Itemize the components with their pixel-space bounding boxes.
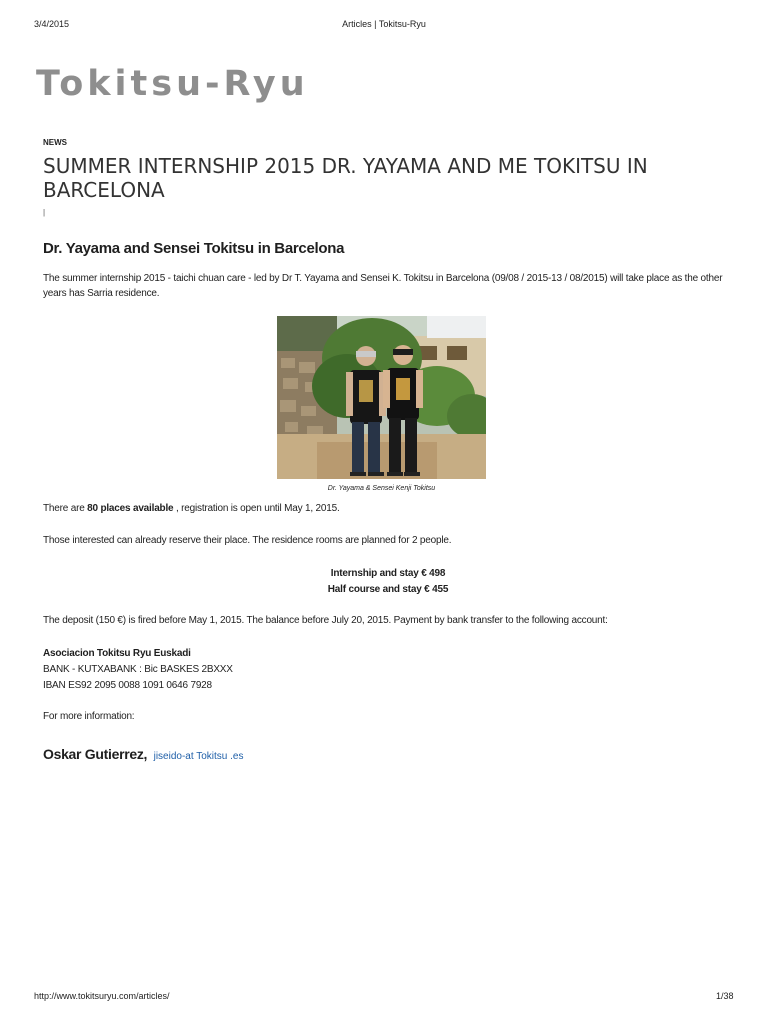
article-title[interactable]: SUMMER INTERNSHIP 2015 DR. YAYAMA AND ME TOKITSU IN BARCELONA <box>43 154 648 202</box>
print-document-title: Articles | Tokitsu-Ryu <box>342 19 426 29</box>
print-page-number: 1/38 <box>716 991 734 1001</box>
price-list <box>43 566 733 598</box>
intro-paragraph: The summer internship 2015 - taichi chuan care - led by Dr T. Yayama and Sensei K. Tokitsu in Barcelona (09/08 / 2015-13 / 08/2015) will take place as the other years has Sarria residence. <box>43 273 723 299</box>
bank-account-block <box>43 646 233 694</box>
section-heading: Dr. Yayama and Sensei Tokitsu in Barcelona <box>43 240 345 257</box>
more-info-label: For more information: <box>43 711 135 722</box>
reserve-paragraph: Those interested can already reserve their place. The residence rooms are planned for 2 people. <box>43 535 452 546</box>
account-bank: BANK - KUTXABANK : Bic BASKES 2BXXX <box>43 664 233 675</box>
price-internship-and-stay: Internship and stay € 498 <box>330 568 446 579</box>
contact-line <box>43 746 243 764</box>
print-url: http://www.tokitsuryu.com/articles/ <box>34 991 170 1001</box>
account-iban: IBAN ES92 2095 0088 1091 0646 7928 <box>43 680 212 691</box>
print-header <box>0 0 768 40</box>
article-meta-separator: | <box>43 208 46 217</box>
places-highlight: 80 places available <box>87 503 174 514</box>
photo-yayama-tokitsu <box>277 316 486 479</box>
article-category[interactable]: NEWS <box>43 138 67 147</box>
places-text-after: , registration is open until May 1, 2015. <box>173 503 340 514</box>
price-half-course-and-stay: Half course and stay € 455 <box>327 584 449 595</box>
contact-email-link[interactable]: jiseido-at Tokitsu .es <box>153 751 244 762</box>
image-caption: Dr. Yayama & Sensei Kenji Tokitsu <box>327 485 436 492</box>
deposit-paragraph: The deposit (150 €) is fired before May 1, 2015. The balance before July 20, 2015. Payment by bank transfer to the following account: <box>43 615 608 626</box>
article-figure <box>277 316 486 492</box>
print-date: 3/4/2015 <box>34 19 70 29</box>
site-title[interactable]: Tokitsu-Ryu <box>36 64 309 104</box>
contact-name: Oskar Gutierrez, <box>43 746 148 762</box>
places-paragraph <box>43 501 340 516</box>
places-text-before: There are <box>43 503 88 514</box>
account-name: Asociacion Tokitsu Ryu Euskadi <box>43 648 191 659</box>
